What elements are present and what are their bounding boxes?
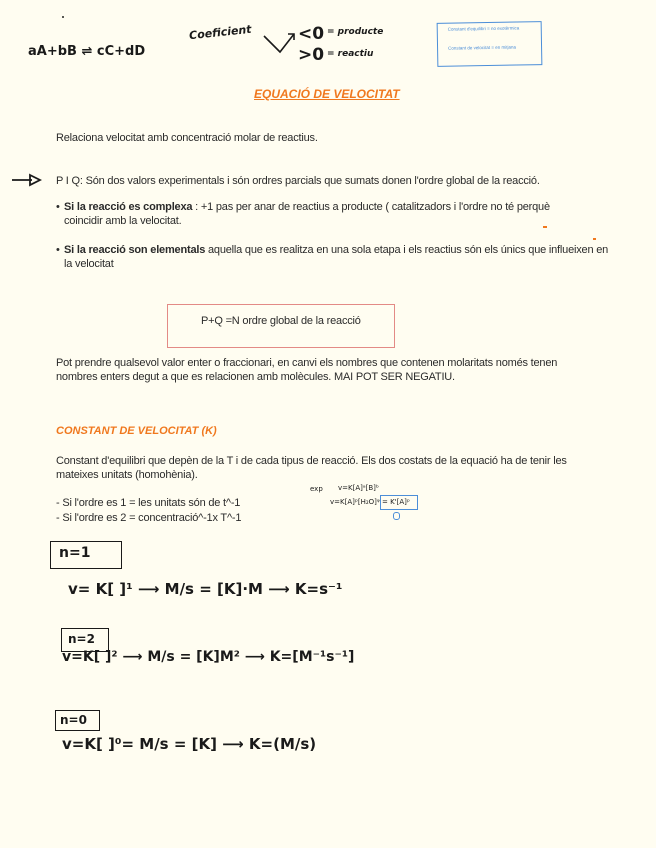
rate-constant-paragraph: Constant d'equilibri que depèn de la T i de cada tipus de reacció. Els dos costats de la equació ha de tenir les mateixes unitats (homohènia).: [56, 455, 567, 481]
example-label-n1: n=1: [59, 545, 91, 561]
orange-tick-2: [593, 238, 596, 240]
example-equation-n2: v=K[ ]² ⟶ M/s = [K]M² ⟶ K=[M⁻¹s⁻¹]: [62, 649, 355, 665]
bullet-complex: [64, 200, 584, 228]
blue-note-line1: Constant d'equilibri = no exotèrmica: [447, 25, 520, 32]
order-sum-box: [167, 304, 395, 348]
example-label-n2: n=2: [68, 632, 95, 646]
value-paragraph: Pot prendre qualsevol valor enter o fraccionari, en canvi els nombres que contenen molaritats només tenen nombres enters degut a que es relacionen amb molècules. MAI POT SER NEGATIU.: [56, 357, 558, 383]
gt-zero-meaning: = reactiu: [327, 49, 374, 59]
side-note-highlight-box: [380, 495, 418, 510]
lt-zero-symbol: <0: [298, 24, 325, 44]
coefficient-label: Coeficient: [188, 22, 253, 43]
example-label-box-n1: [50, 541, 122, 569]
dot: [62, 16, 64, 18]
reaction-equation: aA+bB ⇌ cC+dD: [28, 44, 146, 59]
bullet-complex-rest: : +1 pas per anar de reactius a producte ( catalitzadors i l'ordre no té perquè coincidir amb la velocitat.: [64, 201, 550, 227]
lt-zero-meaning: = producte: [327, 27, 384, 37]
example-equation-n1: v= K[ ]¹ ⟶ M/s = [K]·M ⟶ K=s⁻¹: [68, 580, 343, 598]
orange-tick-1: [543, 226, 547, 228]
intro-text: Relaciona velocitat amb concentració molar de reactius.: [56, 132, 318, 144]
bracket-arrow-icon: [262, 26, 302, 60]
bullet-elemental: [64, 243, 609, 271]
order-sum-text: P+Q =N ordre global de la reacció: [201, 315, 361, 327]
order-2-item: - Si l'ordre es 2 = concentració^-1x T^-1: [56, 512, 242, 524]
example-label-box-n0: [55, 710, 100, 731]
side-note-label: exp: [310, 485, 323, 493]
blue-note-box: [437, 21, 543, 67]
section-title-rate-constant: CONSTANT DE VELOCITAT (K): [56, 425, 217, 437]
side-note-eq2: v=K[A]ᵖ[H₂O]ᵠ = K'[A]ᵖ: [330, 498, 410, 506]
bullet-complex-bold: Si la reacció es complexa: [64, 201, 193, 213]
order-1-item: - Si l'ordre es 1 = les unitats són de t^-1: [56, 497, 241, 509]
section-title-velocity-equation: EQUACIÓ DE VELOCITAT: [254, 87, 400, 101]
side-note-blue-mark: [393, 512, 400, 520]
side-note-eq1: v=K[A]ᵃ[B]ᵇ: [338, 484, 379, 492]
example-label-n0: n=0: [60, 713, 87, 727]
example-equation-n0: v=K[ ]⁰= M/s = [K] ⟶ K=(M/s): [62, 735, 317, 753]
gt-zero-symbol: >0: [298, 45, 325, 65]
blue-note-line2: Constant de velocitat = en mitjana: [448, 44, 517, 51]
handwritten-header: [0, 0, 656, 80]
bullet-elemental-rest: aquella que es realitza en una sola etapa i els reactius són els únics que influeixen en la velocitat: [64, 244, 609, 270]
pq-text: P I Q: Són dos valors experimentals i són ordres parcials que sumats donen l'ordre global de la reacció.: [56, 175, 540, 187]
bullet-elemental-bold: Si la reacció son elementals: [64, 244, 206, 256]
arrow-right-icon: [10, 173, 42, 187]
